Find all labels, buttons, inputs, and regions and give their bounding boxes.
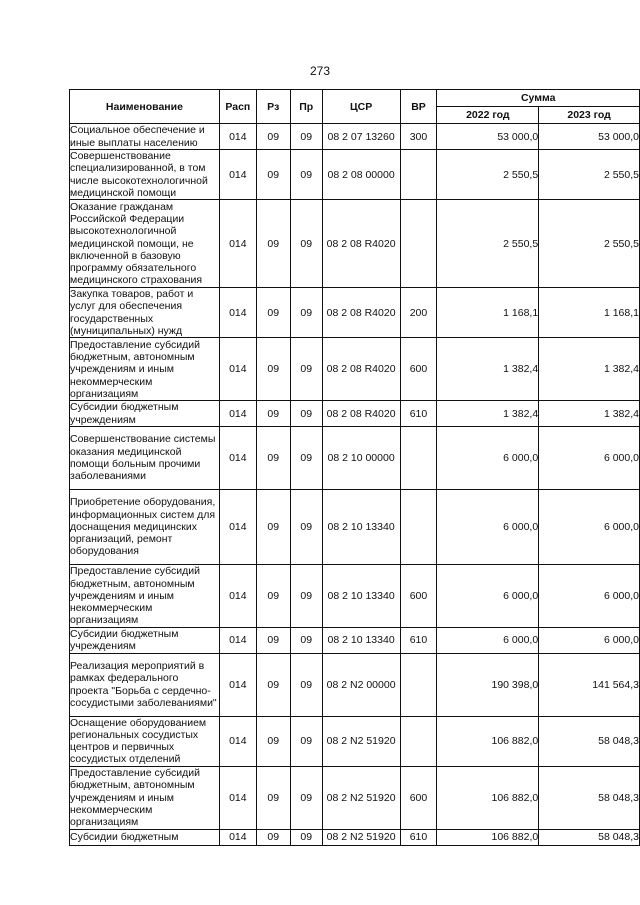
row-csr: 08 2 N2 51920 <box>322 829 400 845</box>
row-amount-2022: 53 000,0 <box>437 124 539 150</box>
row-rasp: 014 <box>219 829 256 845</box>
row-name: Реализация мероприятий в рамках федерального проекта "Борьба с сердечно-сосудистыми заболеваниями" <box>70 653 220 716</box>
row-name: Приобретение оборудования, информационных систем для доснащения медицинских организаций, ремонт оборудования <box>70 489 220 564</box>
row-amount-2023: 6 000,0 <box>539 564 640 627</box>
row-pr: 09 <box>290 150 322 200</box>
budget-table <box>69 89 640 846</box>
row-vr: 300 <box>400 124 437 150</box>
row-name: Совершенствование специализированной, в том числе высокотехнологичной медицинской помощи <box>70 150 220 200</box>
row-rz: 09 <box>256 200 290 288</box>
header-year-2023: 2023 год <box>539 107 640 124</box>
row-csr: 08 2 10 13340 <box>322 564 400 627</box>
row-vr: 200 <box>400 288 437 338</box>
row-name: Предоставление субсидий бюджетным, автономным учреждениям и иным некоммерческим организациям <box>70 564 220 627</box>
table-row <box>70 829 640 845</box>
row-csr: 08 2 08 R4020 <box>322 401 400 427</box>
row-name: Субсидии бюджетным учреждениям <box>70 401 220 427</box>
row-amount-2022: 1 168,1 <box>437 288 539 338</box>
row-rz: 09 <box>256 829 290 845</box>
table-row <box>70 489 640 564</box>
row-amount-2023: 2 550,5 <box>539 200 640 288</box>
row-amount-2022: 1 382,4 <box>437 338 539 401</box>
row-rasp: 014 <box>219 338 256 401</box>
row-amount-2023: 58 048,3 <box>539 716 640 766</box>
table-row <box>70 401 640 427</box>
header-name: Наименование <box>70 90 220 124</box>
row-csr: 08 2 N2 00000 <box>322 653 400 716</box>
row-rasp: 014 <box>219 124 256 150</box>
row-name: Совершенствование системы оказания медицинской помощи больным прочими заболеваниями <box>70 426 220 489</box>
row-csr: 08 2 08 R4020 <box>322 288 400 338</box>
table-row <box>70 124 640 150</box>
header-year-2022: 2022 год <box>437 107 539 124</box>
row-amount-2023: 1 382,4 <box>539 401 640 427</box>
row-vr: 600 <box>400 766 437 829</box>
table-body <box>70 124 640 846</box>
table-row <box>70 288 640 338</box>
row-vr: 610 <box>400 401 437 427</box>
table-row <box>70 716 640 766</box>
row-rasp: 014 <box>219 653 256 716</box>
row-vr: 600 <box>400 338 437 401</box>
row-amount-2023: 58 048,3 <box>539 829 640 845</box>
row-rasp: 014 <box>219 627 256 653</box>
row-pr: 09 <box>290 653 322 716</box>
row-vr <box>400 426 437 489</box>
row-csr: 08 2 07 13260 <box>322 124 400 150</box>
row-amount-2022: 1 382,4 <box>437 401 539 427</box>
row-name: Оказание гражданам Российской Федерации высокотехнологичной медицинской помощи, не включенной в базовую программу обязательного медицинского страхования <box>70 200 220 288</box>
row-rz: 09 <box>256 338 290 401</box>
row-rz: 09 <box>256 150 290 200</box>
row-amount-2022: 2 550,5 <box>437 200 539 288</box>
row-pr: 09 <box>290 338 322 401</box>
header-rz: Рз <box>256 90 290 124</box>
table-row <box>70 766 640 829</box>
table-row <box>70 338 640 401</box>
row-name: Субсидии бюджетным <box>70 829 220 845</box>
row-rasp: 014 <box>219 150 256 200</box>
row-name: Оснащение оборудованием региональных сосудистых центров и первичных сосудистых отделений <box>70 716 220 766</box>
row-amount-2022: 106 882,0 <box>437 766 539 829</box>
row-rasp: 014 <box>219 426 256 489</box>
row-vr <box>400 653 437 716</box>
table-row <box>70 627 640 653</box>
row-csr: 08 2 08 R4020 <box>322 338 400 401</box>
row-rz: 09 <box>256 766 290 829</box>
row-amount-2022: 6 000,0 <box>437 426 539 489</box>
row-rz: 09 <box>256 627 290 653</box>
row-rz: 09 <box>256 716 290 766</box>
row-pr: 09 <box>290 124 322 150</box>
row-amount-2023: 58 048,3 <box>539 766 640 829</box>
page-number: 273 <box>309 64 331 78</box>
row-name: Предоставление субсидий бюджетным, автономным учреждениям и иным некоммерческим организациям <box>70 766 220 829</box>
row-rz: 09 <box>256 426 290 489</box>
row-rz: 09 <box>256 288 290 338</box>
row-amount-2023: 6 000,0 <box>539 426 640 489</box>
table-row <box>70 426 640 489</box>
row-rasp: 014 <box>219 716 256 766</box>
row-vr <box>400 200 437 288</box>
row-pr: 09 <box>290 716 322 766</box>
row-rasp: 014 <box>219 288 256 338</box>
header-pr: Пр <box>290 90 322 124</box>
row-vr: 610 <box>400 829 437 845</box>
row-amount-2023: 2 550,5 <box>539 150 640 200</box>
row-name: Предоставление субсидий бюджетным, автономным учреждениям и иным некоммерческим организациям <box>70 338 220 401</box>
row-rasp: 014 <box>219 564 256 627</box>
row-csr: 08 2 10 13340 <box>322 489 400 564</box>
row-amount-2023: 1 168,1 <box>539 288 640 338</box>
row-csr: 08 2 08 00000 <box>322 150 400 200</box>
row-name: Социальное обеспечение и иные выплаты населению <box>70 124 220 150</box>
table-header <box>70 90 640 124</box>
row-amount-2022: 6 000,0 <box>437 627 539 653</box>
row-amount-2022: 6 000,0 <box>437 564 539 627</box>
row-rasp: 014 <box>219 401 256 427</box>
row-rasp: 014 <box>219 200 256 288</box>
row-rasp: 014 <box>219 766 256 829</box>
row-pr: 09 <box>290 288 322 338</box>
row-amount-2022: 190 398,0 <box>437 653 539 716</box>
row-amount-2023: 1 382,4 <box>539 338 640 401</box>
row-amount-2022: 106 882,0 <box>437 716 539 766</box>
row-csr: 08 2 08 R4020 <box>322 200 400 288</box>
row-pr: 09 <box>290 766 322 829</box>
header-sum: Сумма <box>437 90 640 107</box>
row-rz: 09 <box>256 401 290 427</box>
header-csr: ЦСР <box>322 90 400 124</box>
row-pr: 09 <box>290 489 322 564</box>
row-amount-2022: 2 550,5 <box>437 150 539 200</box>
row-amount-2022: 6 000,0 <box>437 489 539 564</box>
row-rz: 09 <box>256 489 290 564</box>
row-csr: 08 2 10 00000 <box>322 426 400 489</box>
row-pr: 09 <box>290 829 322 845</box>
row-amount-2023: 6 000,0 <box>539 489 640 564</box>
row-rasp: 014 <box>219 489 256 564</box>
row-amount-2023: 53 000,0 <box>539 124 640 150</box>
row-pr: 09 <box>290 627 322 653</box>
row-pr: 09 <box>290 200 322 288</box>
row-rz: 09 <box>256 124 290 150</box>
table-row <box>70 200 640 288</box>
row-csr: 08 2 N2 51920 <box>322 766 400 829</box>
row-csr: 08 2 N2 51920 <box>322 716 400 766</box>
row-rz: 09 <box>256 564 290 627</box>
row-pr: 09 <box>290 401 322 427</box>
row-pr: 09 <box>290 426 322 489</box>
row-vr: 600 <box>400 564 437 627</box>
row-name: Закупка товаров, работ и услуг для обеспечения государственных (муниципальных) нужд <box>70 288 220 338</box>
row-vr: 610 <box>400 627 437 653</box>
row-vr <box>400 716 437 766</box>
row-amount-2022: 106 882,0 <box>437 829 539 845</box>
table-row <box>70 564 640 627</box>
row-vr <box>400 150 437 200</box>
header-rasp: Расп <box>219 90 256 124</box>
table-row <box>70 653 640 716</box>
row-name: Субсидии бюджетным учреждениям <box>70 627 220 653</box>
row-vr <box>400 489 437 564</box>
header-vr: ВР <box>400 90 437 124</box>
row-amount-2023: 6 000,0 <box>539 627 640 653</box>
row-rz: 09 <box>256 653 290 716</box>
row-pr: 09 <box>290 564 322 627</box>
row-csr: 08 2 10 13340 <box>322 627 400 653</box>
row-amount-2023: 141 564,3 <box>539 653 640 716</box>
table-row <box>70 150 640 200</box>
